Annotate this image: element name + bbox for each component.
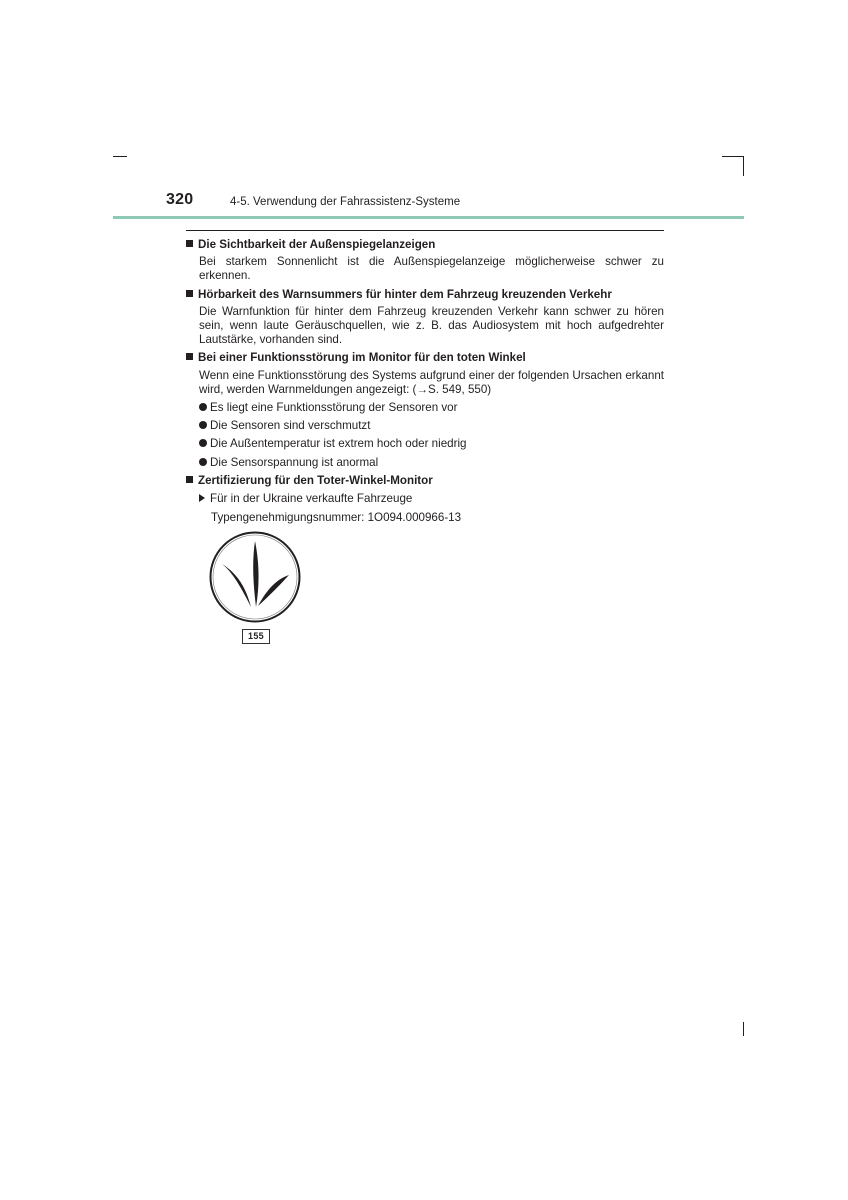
ukrainian-conformity-mark-icon xyxy=(209,531,301,623)
list-item: Die Sensorspannung ist anormal xyxy=(199,456,664,470)
square-bullet-icon xyxy=(186,353,193,360)
certification-code: 155 xyxy=(242,629,270,644)
bullet-icon xyxy=(199,421,207,429)
section-heading: Hörbarkeit des Warnsummers für hinter dem Fahrzeug kreuzenden Verkehr xyxy=(186,288,664,302)
header-rule xyxy=(113,216,744,219)
list-item: Die Sensoren sind verschmutzt xyxy=(199,419,664,433)
section-text: Bei starkem Sonnenlicht ist die Außenspiegelanzeige möglicherweise schwer zu erkennen. xyxy=(199,255,664,283)
square-bullet-icon xyxy=(186,240,193,247)
bullet-icon xyxy=(199,458,207,466)
section-heading: Die Sichtbarkeit der Außenspiegelanzeigen xyxy=(186,238,664,252)
bullet-icon xyxy=(199,403,207,411)
square-bullet-icon xyxy=(186,476,193,483)
crop-mark-bottom-right xyxy=(743,1022,744,1036)
crop-mark-top-right-h xyxy=(722,156,744,157)
section-heading: Bei einer Funktionsstörung im Monitor für den toten Winkel xyxy=(186,351,664,365)
crop-mark-top-left xyxy=(113,156,127,157)
content xyxy=(186,238,664,525)
section-text: Die Warnfunktion für hinter dem Fahrzeug kreuzenden Verkehr kann schwer zu hören sein, wenn laute Geräuschquellen, wie z. B. das Audiosystem mit hoch aufgedrehter Lautstärke, vorhanden sind. xyxy=(199,304,664,347)
section-heading: Zertifizierung für den Toter-Winkel-Monitor xyxy=(186,474,664,488)
content-rule xyxy=(186,230,664,231)
crop-mark-top-right-v xyxy=(743,156,744,176)
section-text: Wenn eine Funktionsstörung des Systems aufgrund einer der folgenden Ursachen erkannt wird, werden Warnmeldungen angezeigt: (→S. 549, 550) xyxy=(199,368,664,396)
approval-number: Typengenehmigungsnummer: 1O094.000966-13 xyxy=(211,511,462,525)
page-number: 320 xyxy=(166,191,194,208)
bullet-icon xyxy=(199,439,207,447)
section-title: 4-5. Verwendung der Fahrassistenz-Systeme xyxy=(230,196,461,208)
list-item: Es liegt eine Funktionsstörung der Sensoren vor xyxy=(199,401,664,415)
triangle-bullet-icon xyxy=(199,494,205,502)
square-bullet-icon xyxy=(186,290,193,297)
list-item: Die Außentemperatur ist extrem hoch oder niedrig xyxy=(199,437,664,451)
sub-item: Für in der Ukraine verkaufte Fahrzeuge xyxy=(199,492,664,506)
